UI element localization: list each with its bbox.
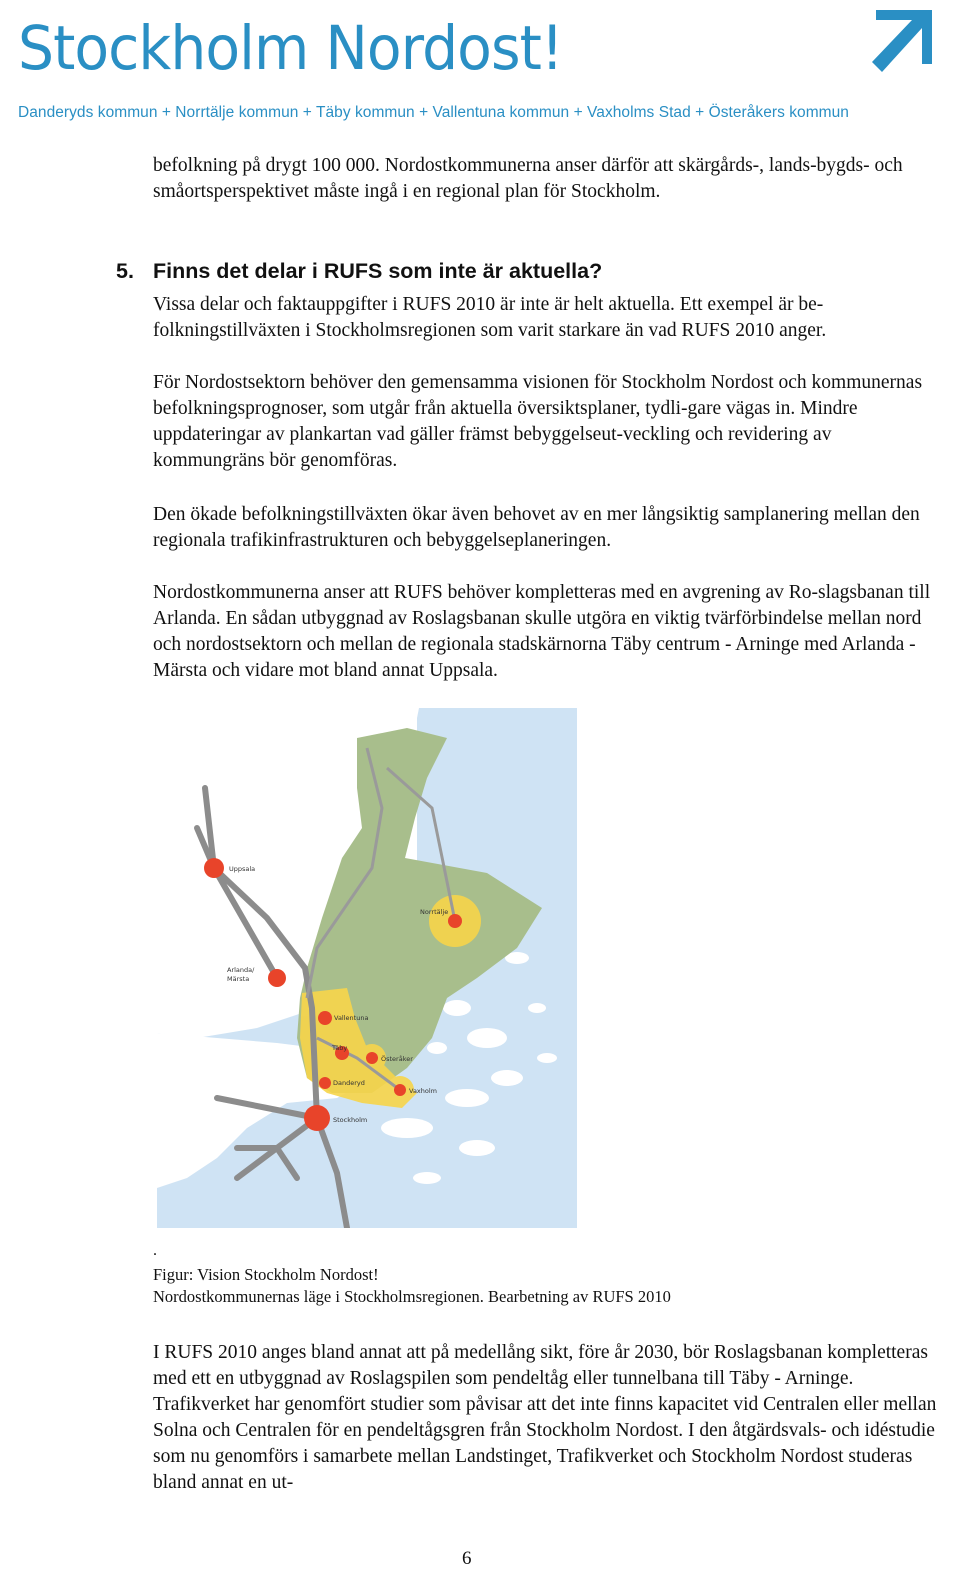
figure-caption-text: Nordostkommunernas läge i Stockholmsregionen. Bearbetning av RUFS 2010 bbox=[153, 1287, 671, 1306]
section-heading bbox=[116, 259, 602, 284]
label-vallentuna: Vallentuna bbox=[334, 1014, 369, 1022]
page-number: 6 bbox=[462, 1548, 472, 1569]
paragraph-5: Nordostkommunerna anser att RUFS behöver kompletteras med en avgrening av Ro-slagsbanan till Arlanda. En sådan utbyggnad av Roslagsbanan skulle utgöra en viktig tvärförbindelse mellan nord och nordostsektorn och mellan de regionala stadskärnorna Täby centrum - Arninge med Arlanda - Märsta och vidare mot bland annat Uppsala. bbox=[153, 582, 931, 681]
label-vaxholm: Vaxholm bbox=[409, 1087, 438, 1095]
label-stockholm: Stockholm bbox=[333, 1116, 368, 1124]
section-number: 5. bbox=[116, 259, 134, 283]
label-norrtalje: Norrtälje bbox=[420, 908, 449, 916]
section-title: Finns det delar i RUFS som inte är aktuella? bbox=[153, 259, 603, 283]
label-uppsala: Uppsala bbox=[229, 865, 256, 873]
label-osteraker: Österåker bbox=[381, 1055, 413, 1063]
paragraph-2: Vissa delar och faktauppgifter i RUFS 2010 är inte är helt aktuella. Ett exempel är be-folkningstillväxten i Stockholmsregionen som varit starkare än vad RUFS 2010 anger. bbox=[153, 294, 827, 341]
figure-caption-title: Figur: Vision Stockholm Nordost! bbox=[153, 1265, 379, 1284]
arrow-logo-icon bbox=[862, 6, 942, 78]
header-tagline: Danderyds kommun + Norrtälje kommun + Täby kommun + Vallentuna kommun + Vaxholms Stad + Österåkers kommun bbox=[18, 104, 849, 121]
label-taby: Täby bbox=[332, 1044, 348, 1052]
paragraph-6: I RUFS 2010 anges bland annat att på medellång sikt, före år 2030, bör Roslagsbanan kompletteras med ett en utbyggnad av Roslagspilen som pendeltåg eller tunnelbana till Täby - Arninge. Trafikverket har genomfört studier som påvisar att det inte finns kapacitet vid Centralen eller mellan Solna och Centralen för en pendeltågsgren från Stockholm Nordost. I den åtgärdsvals- och idéstudie som nu genomförs i samarbete mellan Landstinget, Trafikverket och Stockholm Nordost studeras bland annat en ut- bbox=[153, 1342, 937, 1493]
region-map bbox=[157, 708, 577, 1228]
logo-title: Stockholm Nordost! bbox=[18, 13, 563, 84]
paragraph-3: För Nordostsektorn behöver den gemensamma visionen för Stockholm Nordost och kommunernas befolkningsprognoser, som utgår från aktuella översiktsplaner, tydli-gare vägas in. Mindre uppdateringar av plankartan vad gäller främst bebyggelseut-veckling och revidering av kommungräns bör genomföras. bbox=[153, 372, 923, 471]
paragraph-1: befolkning på drygt 100 000. Nordostkommunerna anser därför att skärgårds-, lands-bygds- och småortsperspektivet måste ingå i en regional plan för Stockholm. bbox=[153, 155, 903, 202]
figure-dot: . bbox=[153, 1242, 157, 1259]
paragraph-4: Den ökade befolkningstillväxten ökar även behovet av en mer långsiktig samplanering mellan den regionala trafikinfrastrukturen och bebyggelseplaneringen. bbox=[153, 504, 920, 551]
label-marsta: Märsta bbox=[227, 975, 250, 983]
label-danderyd: Danderyd bbox=[333, 1079, 365, 1087]
label-arlanda: Arlanda/ bbox=[227, 966, 255, 974]
